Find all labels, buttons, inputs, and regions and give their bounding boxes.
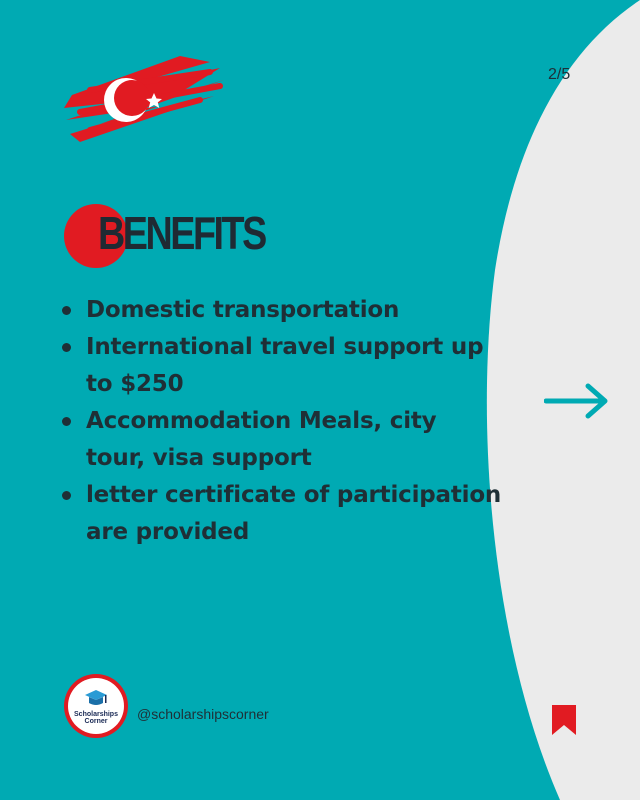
logo-inner <box>68 678 124 734</box>
benefits-list <box>60 292 510 551</box>
list-item-text: Accommodation Meals, city <box>86 408 437 434</box>
page-indicator: 2/5 <box>548 66 571 83</box>
logo-text <box>68 711 124 725</box>
bullet-icon <box>62 343 71 352</box>
brand-logo <box>64 674 128 738</box>
benefits-title: BENEFITS <box>98 207 265 259</box>
turkey-flag-icon <box>60 50 230 150</box>
logo-text-line2: Corner <box>84 718 108 725</box>
list-item <box>60 403 510 477</box>
list-item <box>60 329 510 403</box>
logo-text-line1: Scholarships <box>74 711 118 718</box>
list-item-text: International travel support up <box>86 334 484 360</box>
list-item-text-continued: tour, visa support <box>86 445 312 471</box>
list-item <box>60 292 510 329</box>
list-item-text: Domestic transportation <box>86 297 400 323</box>
bullet-icon <box>62 491 71 500</box>
list-item <box>60 477 510 551</box>
social-handle: @scholarshipscorner <box>137 706 269 722</box>
bullet-icon <box>62 306 71 315</box>
bullet-icon <box>62 417 71 426</box>
list-item-text-continued: to $250 <box>86 371 184 397</box>
graduation-cap-icon <box>84 688 108 710</box>
list-item-text: letter certificate of participation <box>86 482 502 508</box>
arrow-right-icon[interactable] <box>544 382 610 420</box>
bookmark-icon[interactable] <box>550 703 578 737</box>
list-item-text-continued: are provided <box>86 519 250 545</box>
